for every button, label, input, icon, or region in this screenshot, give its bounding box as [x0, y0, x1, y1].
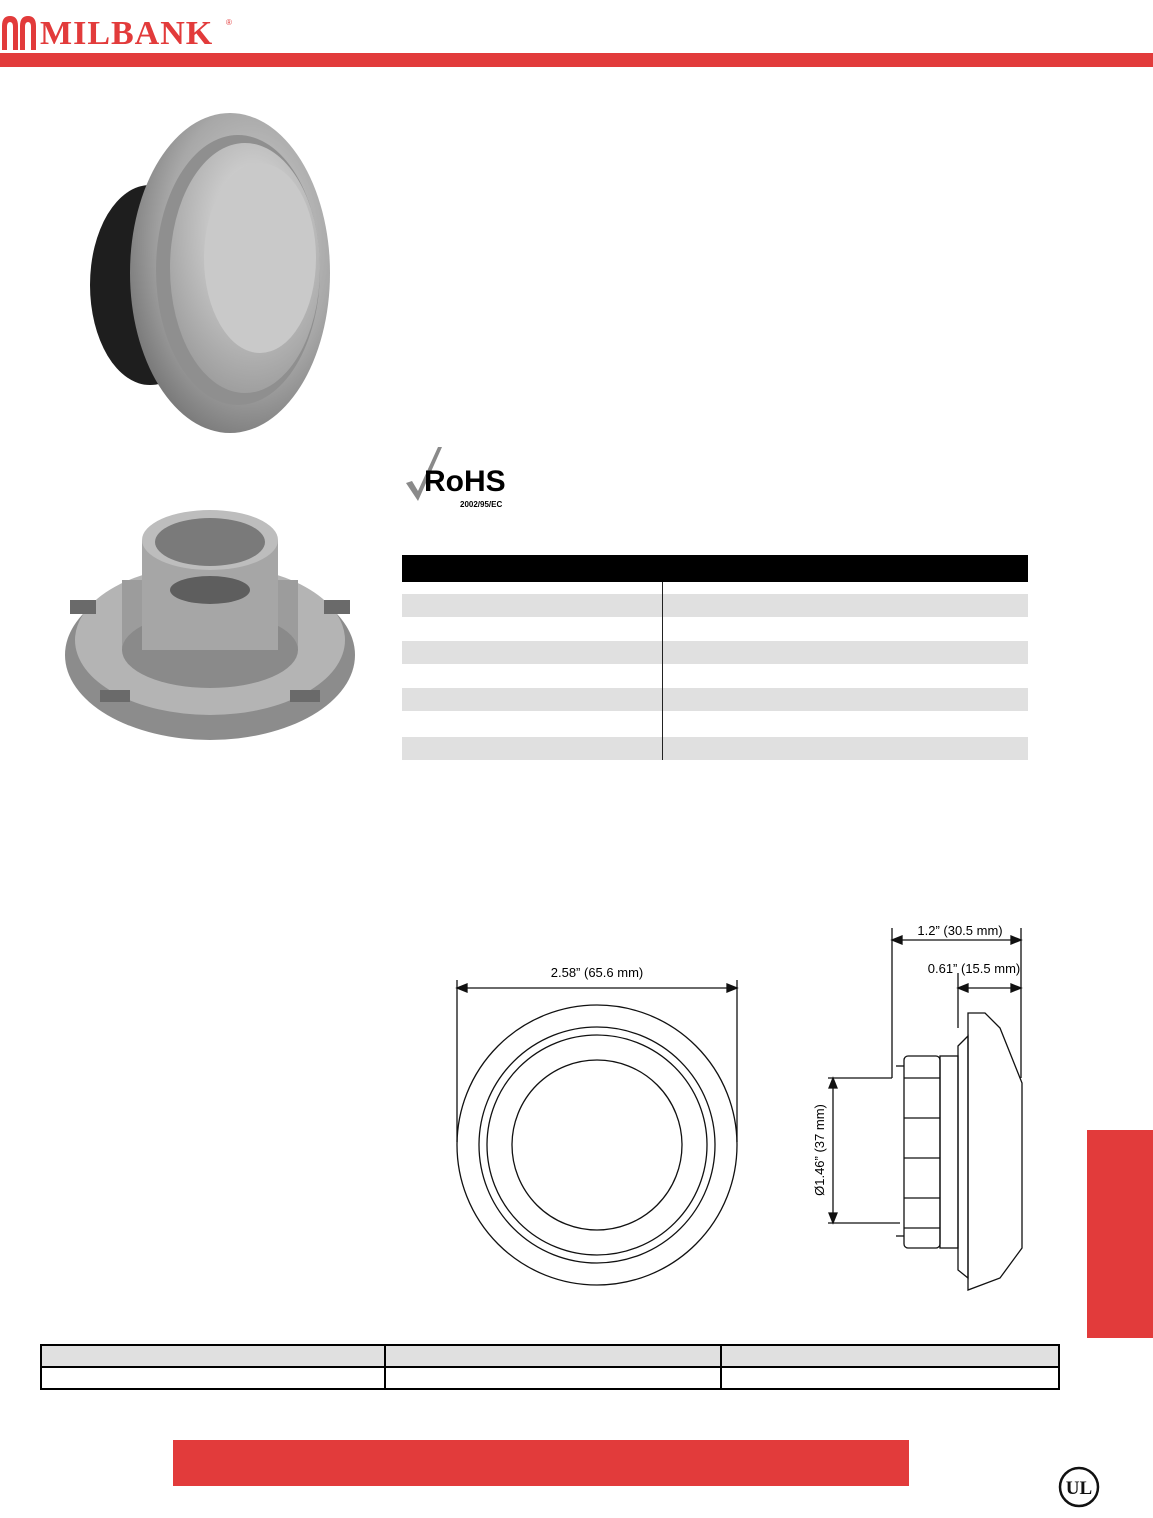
ul-listed-icon — [1058, 1466, 1100, 1508]
spec-row — [402, 711, 1028, 734]
table-cell — [721, 1367, 1059, 1389]
table-header-cell — [385, 1345, 721, 1367]
catalog-table — [40, 1344, 1060, 1390]
spec-table-header — [402, 555, 1028, 582]
footer-bar — [173, 1440, 909, 1486]
spec-row — [402, 641, 1028, 664]
table-header-cell — [41, 1345, 385, 1367]
overall-diameter-label: 2.58” (65.6 mm) — [550, 965, 644, 980]
spec-row — [402, 664, 1028, 687]
section-tab — [1087, 1130, 1153, 1338]
flange-depth-label: 0.61” (15.5 mm) — [927, 961, 1021, 976]
milbank-logo — [0, 12, 240, 52]
rohs-logo — [404, 445, 529, 515]
product-photo-rear — [60, 500, 360, 745]
spec-row — [402, 617, 1028, 640]
overall-depth-label: 1.2” (30.5 mm) — [917, 923, 1003, 938]
table-header-cell — [721, 1345, 1059, 1367]
spec-table-divider — [662, 582, 663, 760]
body-diameter-label: Ø1.46” (37 mm) — [812, 1104, 827, 1196]
table-cell — [385, 1367, 721, 1389]
brand-name: MILBANK — [40, 15, 214, 52]
table-row — [41, 1367, 1059, 1389]
side-view-drawing — [800, 918, 1040, 1300]
spec-row — [402, 737, 1028, 760]
rohs-directive: 2002/95/EC — [460, 500, 503, 509]
table-header-row — [41, 1345, 1059, 1367]
rohs-label: RoHS — [424, 465, 506, 498]
logo-arch-icon — [0, 12, 40, 52]
ul-mark-text: UL — [1065, 1478, 1093, 1499]
spec-row — [402, 688, 1028, 711]
table-cell — [41, 1367, 385, 1389]
front-view-drawing — [440, 950, 750, 1300]
spec-row — [402, 594, 1028, 617]
header-bar — [0, 53, 1153, 67]
product-photo-front — [80, 110, 330, 435]
registered-mark: ® — [226, 18, 232, 27]
